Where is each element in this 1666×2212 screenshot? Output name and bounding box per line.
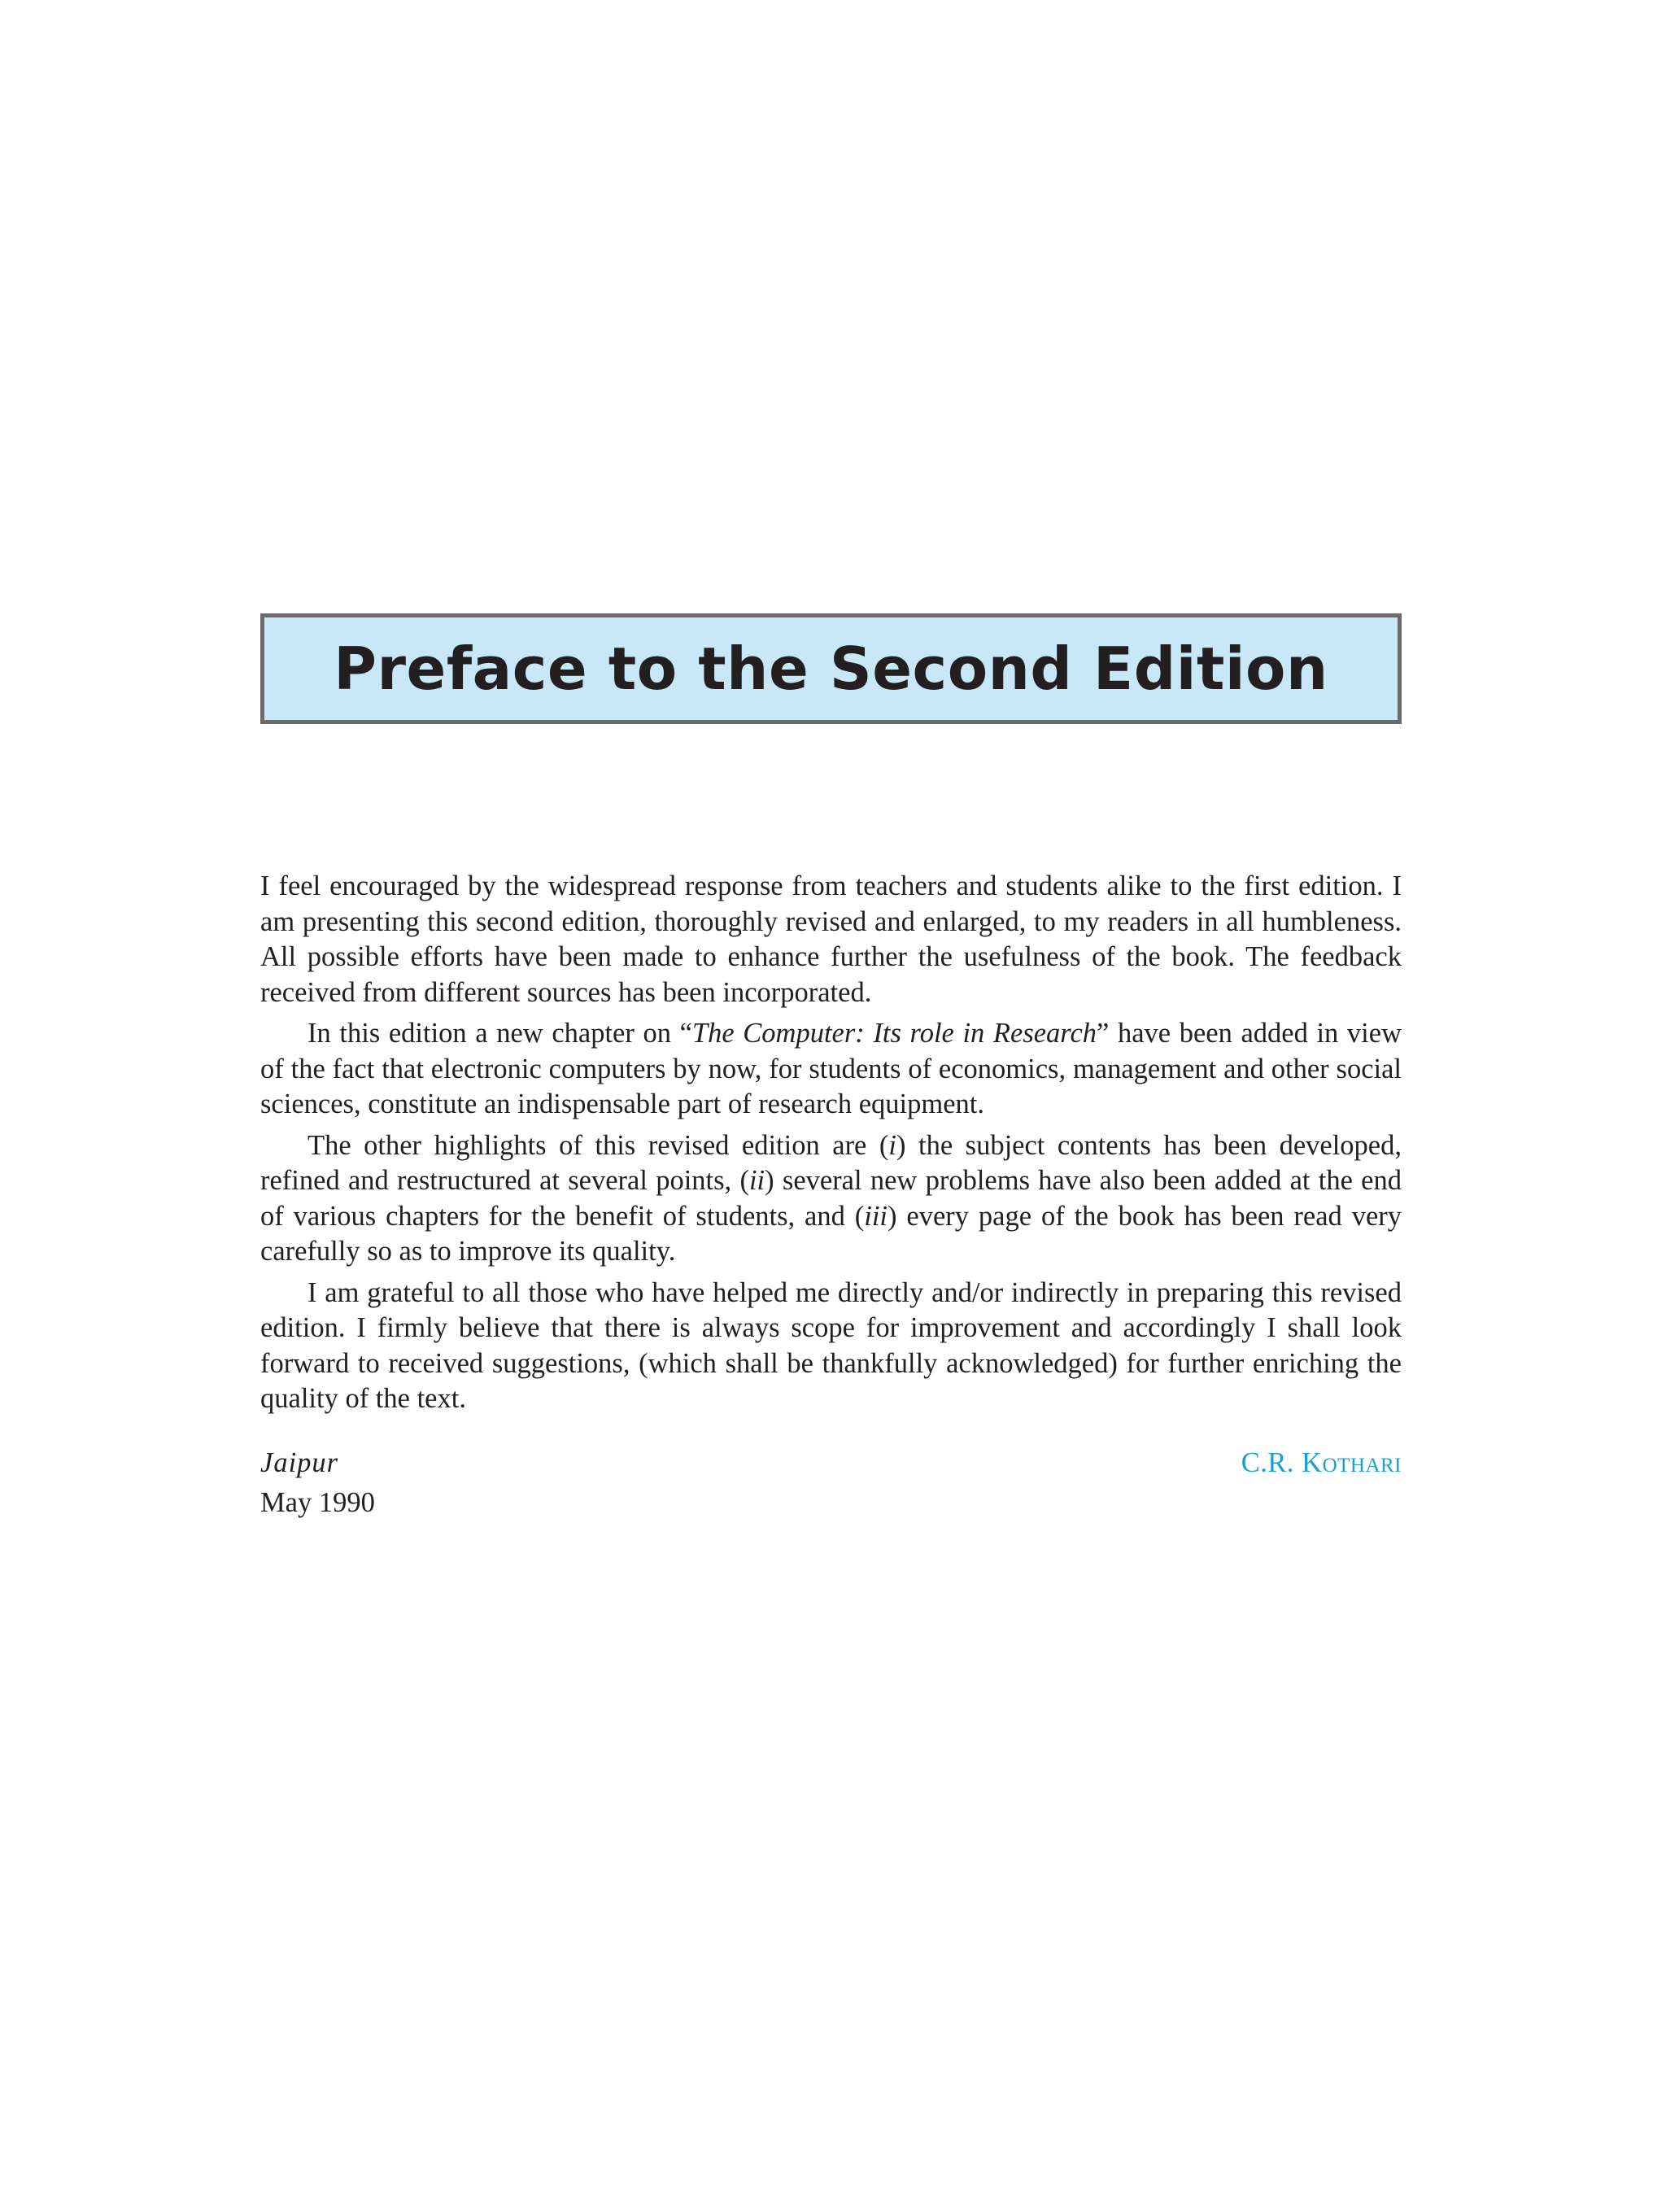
paragraph bbox=[260, 869, 1402, 1010]
paragraph-text: ) every page of the book has been read very carefully so as to improve its quality. bbox=[260, 1200, 1402, 1267]
paragraph-text: ) the subject contents has been developed, refined and restructured at several points, ( bbox=[260, 1129, 1402, 1196]
paragraph bbox=[260, 1128, 1402, 1270]
paragraph-text: The other highlights of this revised edition are ( bbox=[307, 1129, 889, 1161]
signature-place: Jaipur bbox=[260, 1447, 339, 1478]
paragraph-text: I am grateful to all those who have helped me directly and/or indirectly in preparing this revised edition. I firmly believe that there is always scope for improvement and accordingly I shall look forward to received suggestions, (which shall be thankfully acknowledged) for further enriching the quality of the text. bbox=[260, 1276, 1402, 1414]
italic-text: The Computer: Its role in Research bbox=[691, 1018, 1097, 1049]
paragraph-text: I feel encouraged by the widespread response from teachers and students alike to the first edition. I am presenting this second edition, thoroughly revised and enlarged, to my readers in all humbleness. All possible efforts have been made to enhance further the usefulness of the book. The feedback received from different sources has been incorporated. bbox=[260, 870, 1402, 1008]
author-name bbox=[1241, 1445, 1402, 1484]
preface-body bbox=[260, 869, 1402, 1423]
italic-text: ii bbox=[748, 1165, 765, 1196]
paragraph bbox=[260, 1016, 1402, 1123]
paragraph-text: ) several new problems have also been added at the end of various chapters for the benefit of students, and ( bbox=[260, 1165, 1402, 1232]
italic-text: iii bbox=[864, 1200, 888, 1232]
signature-row bbox=[260, 1445, 1402, 1481]
signature-date: May 1990 bbox=[260, 1487, 375, 1518]
page-title: Preface to the Second Edition bbox=[334, 635, 1328, 703]
paragraph bbox=[260, 1276, 1402, 1417]
paragraph-text: In this edition a new chapter on “ bbox=[307, 1018, 692, 1049]
italic-text: i bbox=[888, 1129, 896, 1161]
title-banner bbox=[260, 613, 1402, 724]
paragraph-text: ” have been added in view of the fact that electronic computers by now, for students of economics, management and other social sciences, constitute an indispensable part of research equipment. bbox=[260, 1018, 1402, 1119]
author-surname-smallcaps: OTHARI bbox=[1322, 1455, 1402, 1477]
author-initials: C.R. K bbox=[1241, 1447, 1323, 1478]
